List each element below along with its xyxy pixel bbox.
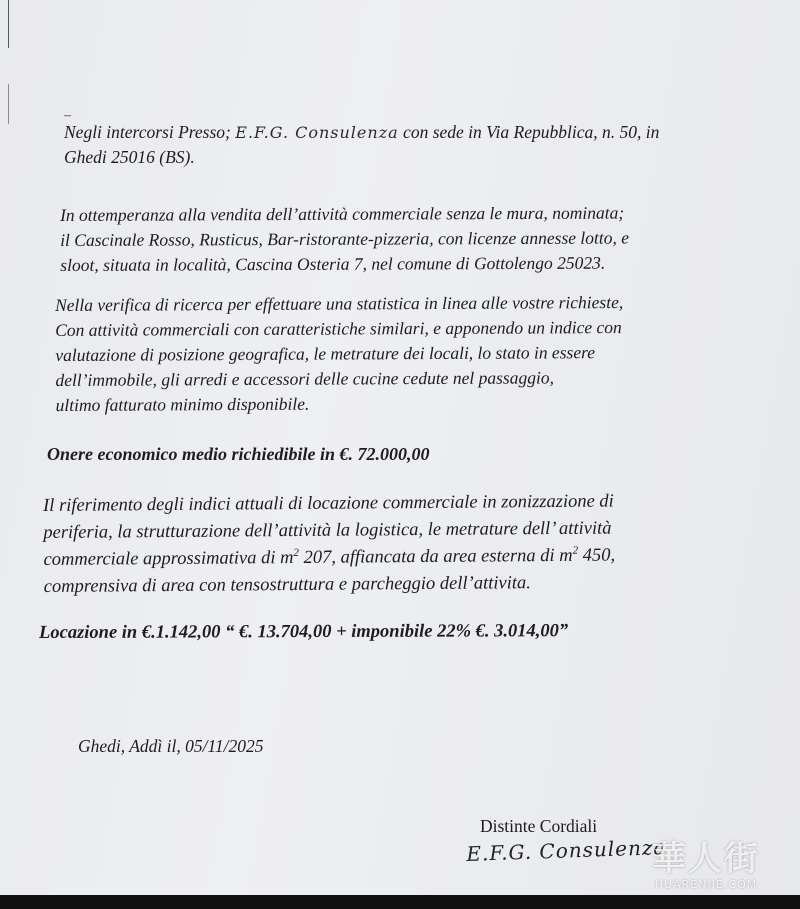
text-segment: 450, — [578, 545, 616, 566]
text-segment: 207, affiancata da area esterna di m — [298, 545, 573, 568]
intro-line-2: Ghedi 25016 (BS). — [64, 147, 195, 167]
text-line: periferia, la strutturazione dell’attività la logistica, le metrature dell’ attività — [43, 518, 612, 543]
text-line: Il riferimento degli indici attuali di locazione commerciale in zonizzazione di — [43, 491, 614, 516]
watermark-logo: 華人街 — [652, 839, 760, 879]
text-line: sloot, situata in località, Cascina Osteria 7, nel comune di Gottolengo 25023. — [60, 252, 606, 275]
superscript: 2 — [572, 544, 579, 557]
watermark-text: HUARENJIE.COM — [654, 878, 758, 891]
text-line: Nella verifica di ricerca per effettuare una statistica in linea alle vostre richieste, — [55, 292, 624, 315]
intro-paragraph — [64, 120, 659, 170]
watermark — [652, 840, 760, 891]
intro-line-1 — [64, 120, 659, 145]
text-line: comprensiva di area con tensostruttura e parcheggio dell’attivita. — [43, 573, 531, 597]
intro-text: Negli intercorsi Presso; — [64, 122, 231, 142]
signature-script: E.F.G. Consulenza — [466, 835, 667, 866]
rent-line: Locazione in €.1.142,00 “ €. 13.704,00 + imponibile 22% €. 3.014,00” — [39, 621, 569, 643]
text-segment: commerciale approssimativa di m — [43, 548, 294, 570]
text-line: In ottemperanza alla vendita dell’attività commerciale senza le mura, nominata; — [60, 202, 625, 225]
place-date: Ghedi, Addì il, 05/11/2025 — [78, 736, 264, 756]
superscript: 2 — [293, 546, 299, 559]
text-line: Con attività commerciali con caratteristiche similari, e apponendo un indice con — [55, 317, 622, 340]
intro-text: con sede in Via Repubblica, n. 50, in — [398, 122, 660, 142]
reference-paragraph — [43, 489, 615, 601]
text-line: il Cascinale Rosso, Rusticus, Bar-ristorante-pizzeria, con licenze annesse lotto, e — [60, 227, 630, 250]
closing-salutation: Distinte Cordiali — [480, 816, 598, 836]
bottom-shadow-bar — [0, 895, 800, 909]
paper-edge-line — [8, 84, 9, 124]
text-line: valutazione di posizione geografica, le metrature dei locali, lo stato in essere — [55, 342, 596, 365]
dash-mark: – — [64, 108, 71, 123]
company-name-script: E.F.G. Consulenza — [235, 123, 399, 142]
economic-burden-line: Onere economico medio richiedibile in €. 72.000,00 — [47, 444, 430, 464]
sale-paragraph — [60, 201, 629, 278]
verification-paragraph — [55, 290, 624, 418]
text-line: ultimo fatturato minimo disponibile. — [55, 393, 310, 415]
text-line: dell’immobile, gli arredi e accessori delle cucine cedute nel passaggio, — [55, 367, 554, 390]
paper-edge-line — [8, 0, 9, 48]
